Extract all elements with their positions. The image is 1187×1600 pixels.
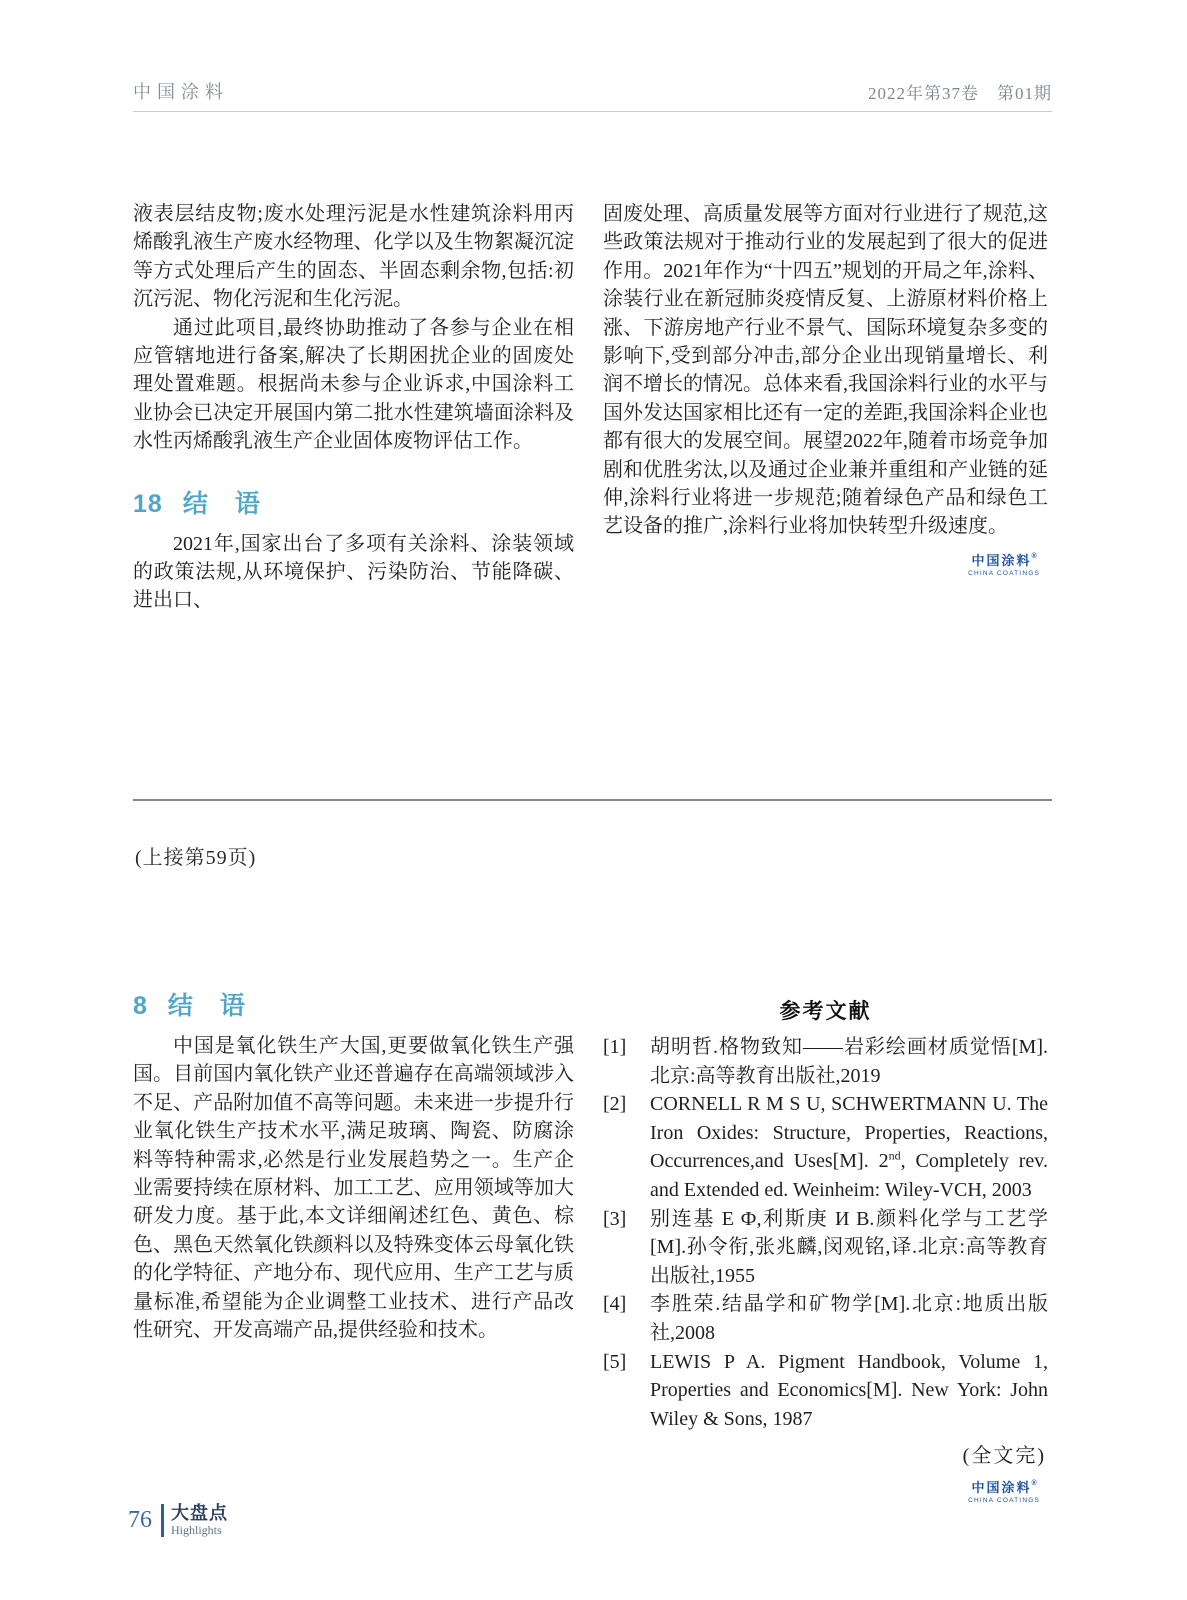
registered-mark-icon: ® bbox=[1031, 552, 1037, 560]
reference-text: CORNELL R M S U, SCHWERTMANN U. The Iron Oxides: Structure, Properties, Reactions, Occurrences,and Uses[M]. 2nd, Completely rev. and Extended ed. Weinheim: Wiley-VCH, 2003 bbox=[650, 1093, 1048, 1201]
body-paragraph: 固废处理、高质量发展等方面对行业进行了规范,这些政策法规对于推动行业的发展起到了很大的促进作用。2021年作为“十四五”规划的开局之年,涂料、涂装行业在新冠肺炎疫情反复、上游原材料价格上涨、下游房地产行业不景气、国际环境复杂多变的影响下,受到部分冲击,部分企业出现销量增长、利润不增长的情况。总体来看,我国涂料行业的水平与国外发达国家相比还有一定的差距,我国涂料企业也都有很大的发展空间。展望2022年,随着市场竞争加剧和优胜劣汰,以及通过企业兼并重组和产业链的延伸,涂料行业将进一步规范;随着绿色产品和绿色工艺设备的推广,涂料行业将加快转型升级速度。 bbox=[603, 203, 1048, 538]
section-heading-18 bbox=[133, 484, 574, 520]
continued-from-note: (上接第59页) bbox=[135, 847, 257, 869]
page-footer bbox=[128, 1504, 228, 1537]
reference-label: [3] bbox=[603, 1207, 627, 1230]
section-divider bbox=[133, 799, 1052, 801]
section-title: 结 语 bbox=[167, 992, 246, 1020]
reference-text: LEWIS P A. Pigment Handbook, Volume 1, Properties and Economics[M]. New York: John Wiley & Sons, 1987 bbox=[650, 1350, 1048, 1430]
reference-text: 李胜荣.结晶学和矿物学[M].北京:地质出版社,2008 bbox=[650, 1293, 1048, 1344]
reference-label: [1] bbox=[603, 1036, 627, 1058]
logo-subtitle: CHINA COATINGS bbox=[968, 569, 1040, 577]
section-number: 18 bbox=[133, 489, 163, 518]
china-coatings-logo bbox=[968, 553, 1040, 578]
body-paragraph: 2021年,国家出台了多项有关涂料、涂装领域的政策法规,从环境保护、污染防治、节能降碳、进出口、 bbox=[133, 532, 574, 612]
article1-left-column bbox=[133, 200, 574, 615]
article2-right-column bbox=[603, 995, 1048, 1507]
body-paragraph: 中国是氧化铁生产大国,更要做氧化铁生产强国。目前国内氧化铁产业还普遍存在高端领域涉入不足、产品附加值不高等问题。未来进一步提升行业氧化铁生产技术水平,满足玻璃、陶瓷、防腐涂料等特种需求,必然是行业发展趋势之一。生产企业需要持续在原材料、加工工艺、应用领域等加大研发力度。基于此,本文详细阐述红色、黄色、棕色、黑色天然氧化铁颜料以及特殊变体云母氧化铁的化学特征、产地分布、现代应用、生产工艺与质量标准,希望能为企业调整工业技术、进行产品改性研究、开发高端产品,提供经验和技术。 bbox=[133, 1035, 574, 1342]
logo-text: 中国涂料 bbox=[971, 552, 1032, 568]
footer-divider-bar bbox=[161, 1504, 164, 1537]
section-title: 结 语 bbox=[182, 489, 261, 518]
journal-name: 中国涂料 bbox=[133, 82, 229, 102]
reference-item bbox=[603, 1290, 1048, 1347]
page-header bbox=[133, 78, 1052, 112]
end-of-article-note: (全文完) bbox=[962, 1445, 1046, 1468]
issue-info: 2022年第37卷 第01期 bbox=[868, 84, 1052, 103]
column-name-en: Highlights bbox=[171, 1522, 222, 1537]
page-number: 76 bbox=[128, 1507, 152, 1534]
registered-mark-icon: ® bbox=[1031, 1480, 1037, 1488]
body-paragraph: 通过此项目,最终协助推动了各参与企业在相应管辖地进行备案,解决了长期困扰企业的固废处理处置难题。根据尚未参与企业诉求,中国涂料工业协会已决定开展国内第二批水性建筑墙面涂料及水性丙烯酸乳液生产企业固体废物评估工作。 bbox=[133, 316, 574, 453]
article1-right-column bbox=[603, 200, 1048, 580]
reference-text: 胡明哲.格物致知——岩彩绘画材质觉悟[M].北京:高等教育出版社,2019 bbox=[650, 1036, 1048, 1087]
column-name: 大盘点 bbox=[171, 1503, 228, 1523]
reference-label: [4] bbox=[603, 1293, 627, 1316]
reference-item bbox=[603, 1348, 1048, 1434]
logo-text: 中国涂料 bbox=[971, 1480, 1032, 1496]
references-title: 参考文献 bbox=[779, 1000, 872, 1023]
reference-label: [5] bbox=[603, 1350, 627, 1373]
article2-left-column bbox=[133, 986, 574, 1344]
body-paragraph: 液表层结皮物;废水处理污泥是水性建筑涂料用丙烯酸乳液生产废水经物理、化学以及生物絮凝沉淀等方式处理后产生的固态、半固态剩余物,包括:初沉污泥、物化污泥和生化污泥。 bbox=[133, 203, 574, 311]
section-number: 8 bbox=[133, 992, 148, 1020]
reference-item bbox=[603, 1033, 1048, 1090]
logo-subtitle: CHINA COATINGS bbox=[968, 1497, 1040, 1505]
reference-item bbox=[603, 1205, 1048, 1291]
reference-label: [2] bbox=[603, 1093, 627, 1116]
section-heading-8 bbox=[133, 986, 574, 1022]
reference-item bbox=[603, 1090, 1048, 1204]
china-coatings-logo bbox=[968, 1480, 1040, 1505]
reference-text: 别连基 Е Ф,利斯庚 И В.颜料化学与工艺学[M].孙令衔,张兆麟,闵观铭,译.北京:高等教育出版社,1955 bbox=[650, 1207, 1048, 1287]
